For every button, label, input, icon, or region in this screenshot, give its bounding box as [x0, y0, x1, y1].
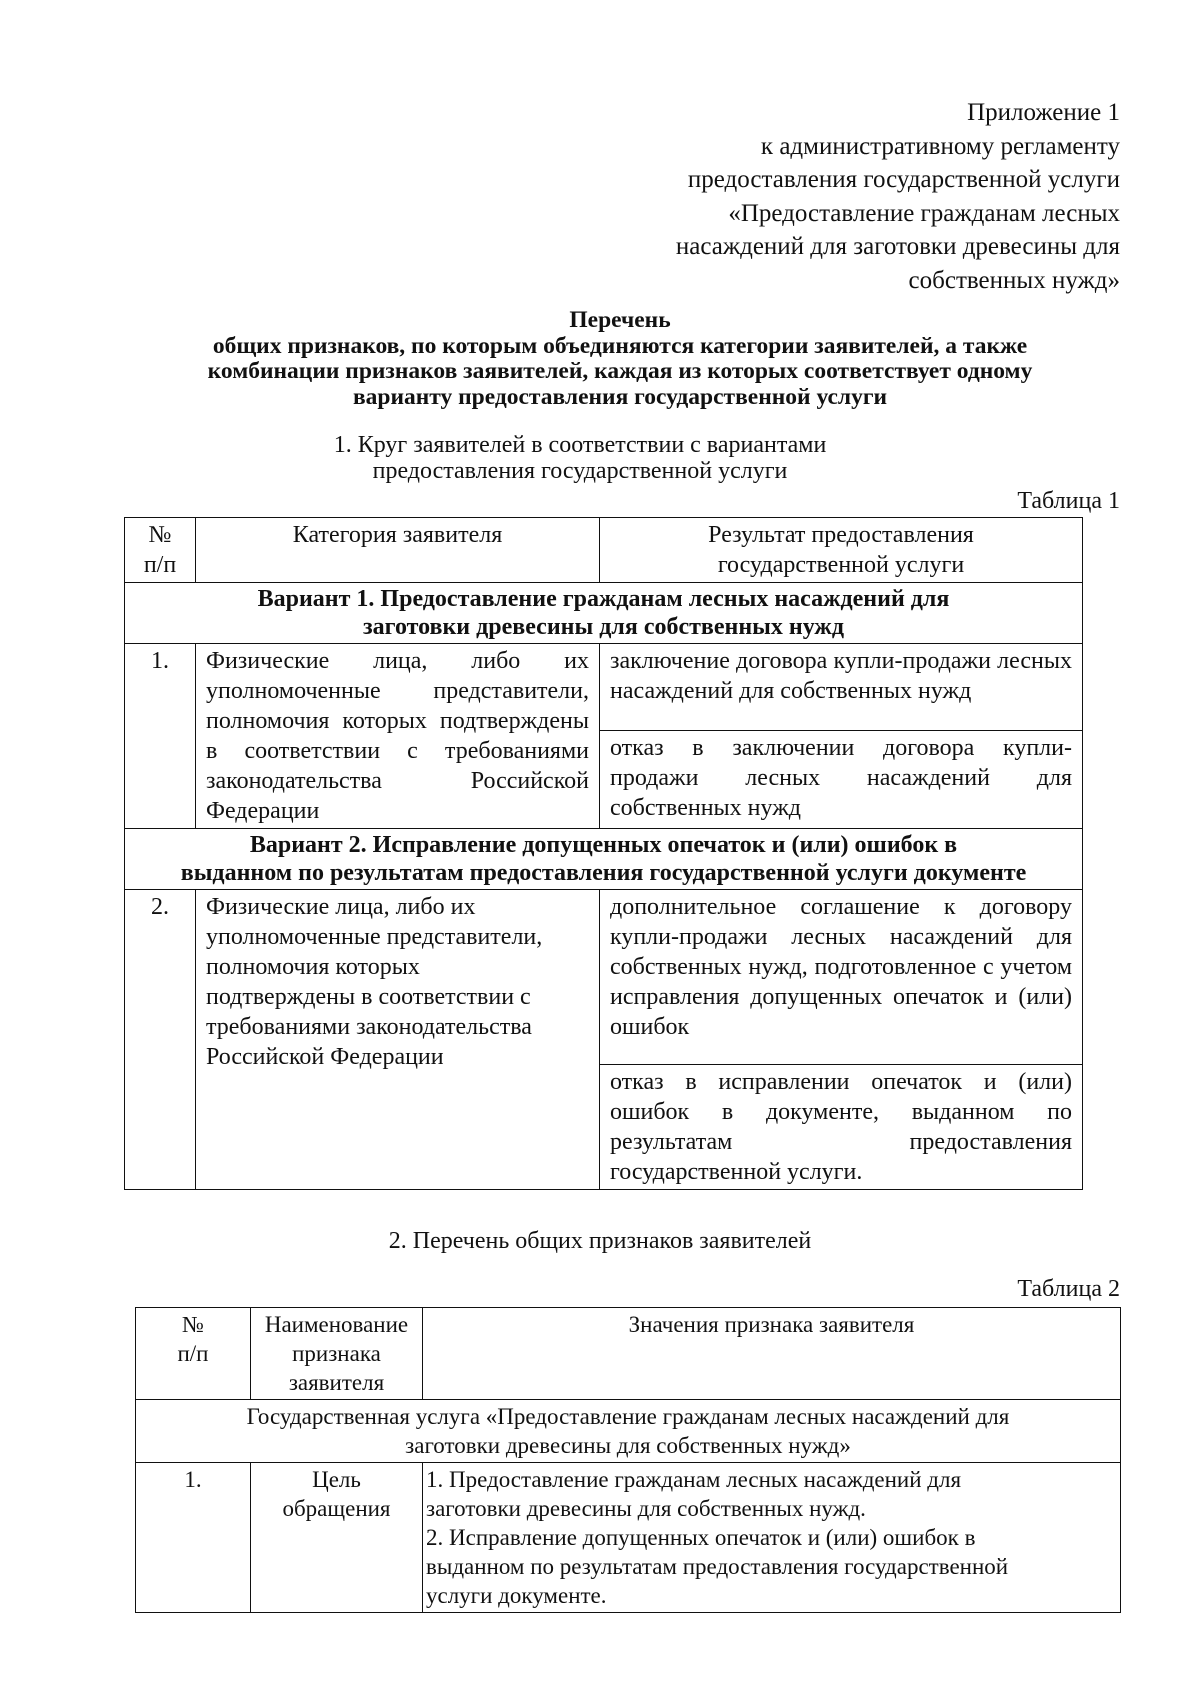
- variant1-title: [125, 583, 1083, 644]
- feature-value-line: услуги документе.: [426, 1583, 607, 1608]
- header-result-line: Результат предоставления: [708, 522, 974, 548]
- service-group-title: [136, 1400, 1121, 1463]
- variant2-title-row: [125, 829, 1083, 890]
- table2-label: Таблица 2: [1017, 1276, 1120, 1302]
- section2-heading: 2. Перечень общих признаков заявителей: [388, 1228, 812, 1254]
- appendix-line: собственных нужд»: [908, 266, 1120, 294]
- table1-header-row: [125, 518, 1083, 583]
- result-text: собственных нужд, подготовленное с: [610, 954, 994, 980]
- category-line: Российской Федерации: [206, 1044, 444, 1070]
- appendix-line: предоставления государственной услуги: [687, 166, 1120, 193]
- result-text: дополнительное соглашение к договору: [610, 894, 1072, 920]
- header-num-line: №: [182, 1312, 204, 1337]
- section1-heading-line: предоставления государственной услуги: [372, 458, 788, 484]
- result-text: опечаток и (или) ошибок: [610, 984, 1072, 1040]
- document-title: [120, 308, 1120, 410]
- section1-heading: [180, 432, 980, 484]
- category-line: подтверждены в соответствии с: [206, 984, 531, 1010]
- table2-header-values: Значения признака заявителя: [423, 1308, 1121, 1400]
- table1-header-result: [600, 518, 1083, 583]
- service-result: [600, 1065, 1083, 1190]
- feature-value-line: 2. Исправление допущенных опечаток и (или) ошибок в: [426, 1525, 976, 1550]
- variant1-title-row: [125, 583, 1083, 644]
- variant-title-line: Вариант 1. Предоставление гражданам лесных насаждений для: [257, 586, 950, 612]
- header-name-line: признака: [292, 1341, 381, 1366]
- result-text: отказ в исправлении опечаток и (или): [610, 1069, 1072, 1095]
- table2: [135, 1307, 1121, 1613]
- result-text: продажи лесных насаждений для: [610, 765, 1072, 791]
- feature-values: [423, 1463, 1121, 1613]
- category-text: уполномоченные представители,: [206, 678, 589, 704]
- result-text: заключение договора купли-продажи: [610, 648, 991, 674]
- table2-header-name: [251, 1308, 423, 1400]
- feature-value-line: заготовки древесины для собственных нужд.: [426, 1496, 866, 1521]
- variant2-title: [125, 829, 1083, 890]
- result-text: государственной услуги.: [610, 1159, 863, 1185]
- service-result: [600, 644, 1083, 731]
- result-text: результатам предоставления: [610, 1129, 1072, 1155]
- appendix-line: насаждений для заготовки древесины для: [675, 233, 1120, 260]
- row-number: 2.: [125, 890, 196, 1190]
- appendix-line: «Предоставление гражданам лесных: [728, 199, 1120, 227]
- row-number: 1.: [125, 644, 196, 829]
- service-result: [600, 890, 1083, 1065]
- result-text: учетом исправления допущенных: [610, 954, 1072, 1010]
- title-line: Перечень: [569, 307, 671, 333]
- feature-value-line: выданном по результатам предоставления государственной: [426, 1554, 1009, 1579]
- group-title-line: заготовки древесины для собственных нужд»: [405, 1433, 851, 1458]
- category-line: требованиями законодательства: [206, 1014, 532, 1040]
- header-name-line: Наименование: [264, 1312, 409, 1337]
- category-text: Российской Федерации: [206, 768, 589, 824]
- category-text: Физические лица, либо их: [206, 648, 589, 674]
- header-num-line: п/п: [177, 1341, 209, 1366]
- title-line: варианту предоставления государственной услуги: [352, 383, 888, 410]
- group-title-line: Государственная услуга «Предоставление гражданам лесных насаждений для: [246, 1404, 1010, 1429]
- table1-header-category: Категория заявителя: [196, 518, 600, 583]
- section1-heading-line: 1. Круг заявителей в соответствии с вариантами: [333, 432, 827, 458]
- result-text: лесных насаждений для собственных: [610, 648, 1073, 704]
- header-result-line: государственной услуги: [717, 552, 965, 578]
- result-text: нужд: [917, 678, 972, 704]
- table1-row: [125, 890, 1083, 1065]
- title-line: комбинации признаков заявителей, каждая из которых соответствует одному: [207, 358, 1033, 384]
- appendix-header: [560, 96, 1120, 297]
- table2-group-row: [136, 1400, 1121, 1463]
- feature-name-line: Цель: [312, 1467, 361, 1492]
- appendix-line: Приложение 1: [967, 99, 1120, 126]
- category-line: уполномоченные представители,: [206, 924, 543, 950]
- result-text: собственных нужд: [610, 795, 801, 821]
- table1: [124, 517, 1083, 1190]
- applicant-category: [196, 890, 600, 1190]
- category-line: Физические лица, либо их: [206, 894, 476, 920]
- variant-title-line: Вариант 2. Исправление допущенных опечаток и (или) ошибок в: [249, 832, 958, 858]
- applicant-category: [196, 644, 600, 829]
- title-line: общих признаков, по которым объединяются категории заявителей, а также: [212, 332, 1028, 359]
- appendix-line: к административному регламенту: [760, 132, 1120, 160]
- header-num-line: №: [148, 522, 172, 548]
- result-text: отказ в заключении договора купли-: [610, 735, 1072, 761]
- table2-header-num: [136, 1308, 251, 1400]
- category-text: полномочия которых: [206, 708, 427, 734]
- feature-name-line: обращения: [282, 1496, 391, 1521]
- variant-title-line: заготовки древесины для собственных нужд: [363, 614, 844, 640]
- category-text: подтверждены в соответствии с: [206, 708, 589, 764]
- result-text: купли-продажи лесных насаждений для: [610, 924, 1072, 950]
- table1-label: Таблица 1: [1017, 488, 1120, 514]
- row-number: 1.: [136, 1463, 251, 1613]
- feature-name: [251, 1463, 423, 1613]
- table1-header-num: [125, 518, 196, 583]
- table1-row: [125, 644, 1083, 731]
- header-num-line: п/п: [143, 552, 177, 578]
- variant-title-line: выданном по результатам предоставления государственной услуги документе: [180, 860, 1027, 886]
- category-line: полномочия которых: [206, 954, 420, 980]
- feature-value-line: 1. Предоставление гражданам лесных насаждений для: [426, 1467, 962, 1492]
- table2-row: [136, 1463, 1121, 1613]
- result-text: ошибок в документе, выданном по: [610, 1099, 1072, 1125]
- category-text: требованиями законодательства: [206, 738, 589, 794]
- service-result: [600, 731, 1083, 829]
- table2-header-row: [136, 1308, 1121, 1400]
- header-name-line: заявителя: [288, 1370, 385, 1395]
